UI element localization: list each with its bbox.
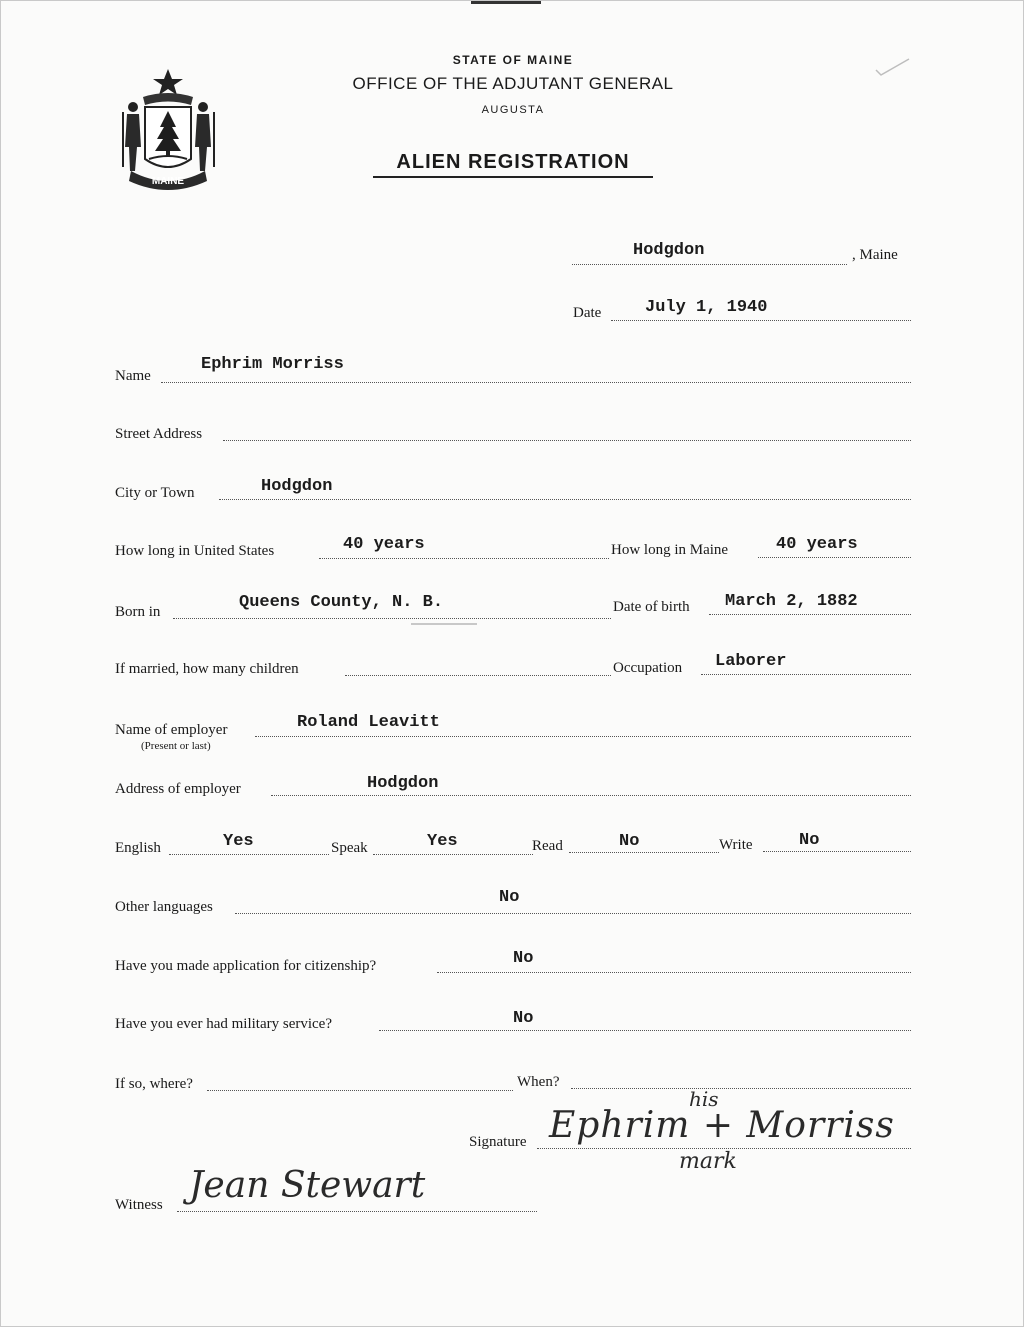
if-so-where-line [207, 1089, 513, 1091]
witness-label: Witness [115, 1197, 163, 1213]
office-heading: OFFICE OF THE ADJUTANT GENERAL [352, 74, 674, 93]
smudge-mark [411, 623, 477, 625]
date-label: Date [573, 305, 602, 321]
date-of-birth-value: March 2, 1882 [725, 592, 858, 611]
english-value: Yes [223, 832, 254, 851]
date-of-birth-label: Date of birth [613, 599, 690, 615]
english-line [169, 853, 329, 855]
how-long-maine-value: 40 years [776, 535, 858, 554]
military-value: No [513, 1009, 534, 1028]
speak-label: Speak [331, 840, 368, 856]
how-long-maine-label: How long in Maine [611, 542, 729, 558]
citizenship-label: Have you made application for citizenship? [115, 958, 377, 974]
military-line [379, 1029, 911, 1031]
state-heading: STATE OF MAINE [452, 53, 574, 67]
city-label: City or Town [115, 485, 195, 501]
employer-name-line [255, 735, 911, 737]
born-in-label: Born in [115, 604, 161, 620]
when-line [571, 1087, 911, 1089]
other-languages-label: Other languages [115, 899, 213, 915]
read-line [569, 851, 719, 853]
born-in-line [173, 617, 611, 619]
citizenship-line [437, 971, 911, 973]
city-line [219, 498, 911, 500]
location-value: Hodgdon [633, 241, 705, 260]
speak-value: Yes [427, 832, 458, 851]
location-line [572, 263, 847, 265]
write-label: Write [719, 837, 753, 853]
when-label: When? [517, 1074, 560, 1090]
how-long-us-line [319, 557, 609, 559]
date-line [611, 319, 911, 321]
children-label: If married, how many children [115, 661, 299, 677]
street-address-line [223, 439, 911, 441]
born-in-value: Queens County, N. B. [239, 593, 444, 612]
children-line [345, 674, 611, 676]
signature-label: Signature [469, 1134, 527, 1150]
military-label: Have you ever had military service? [115, 1016, 332, 1032]
witness-line [177, 1210, 537, 1212]
speak-line [373, 853, 533, 855]
signature-mark: mark [679, 1149, 737, 1174]
date-of-birth-line [709, 613, 911, 615]
signature-value: Ephrim + Morriss [549, 1105, 895, 1146]
date-value: July 1, 1940 [645, 298, 768, 317]
employer-name-label: Name of employer [115, 722, 228, 738]
location-suffix: , Maine [852, 247, 898, 263]
how-long-maine-line [758, 556, 911, 558]
employer-address-value: Hodgdon [367, 774, 439, 793]
occupation-value: Laborer [715, 652, 787, 671]
witness-value: Jean Stewart [189, 1165, 426, 1206]
name-line [161, 381, 911, 383]
employer-name-value: Roland Leavitt [297, 713, 440, 732]
page-title: ALIEN REGISTRATION [373, 151, 653, 178]
read-label: Read [532, 838, 563, 854]
employer-name-sublabel: (Present or last) [141, 740, 211, 752]
citizenship-value: No [513, 949, 534, 968]
english-label: English [115, 840, 161, 856]
employer-address-line [271, 794, 911, 796]
write-value: No [799, 831, 820, 850]
other-languages-line [235, 912, 911, 914]
occupation-label: Occupation [613, 660, 683, 676]
name-label: Name [115, 368, 151, 384]
if-so-where-label: If so, where? [115, 1076, 193, 1092]
scan-edge-mark [471, 1, 541, 4]
how-long-us-value: 40 years [343, 535, 425, 554]
read-value: No [619, 832, 640, 851]
write-line [763, 850, 911, 852]
city-value: Hodgdon [261, 477, 333, 496]
occupation-line [701, 673, 911, 675]
city-heading: AUGUSTA [481, 104, 545, 116]
name-value: Ephrim Morriss [201, 355, 344, 374]
signature-his: his [689, 1087, 719, 1111]
seal-text: MAINE [151, 176, 185, 187]
street-address-label: Street Address [115, 426, 203, 442]
employer-address-label: Address of employer [115, 781, 241, 797]
other-languages-value: No [499, 888, 520, 907]
how-long-us-label: How long in United States [115, 543, 275, 559]
